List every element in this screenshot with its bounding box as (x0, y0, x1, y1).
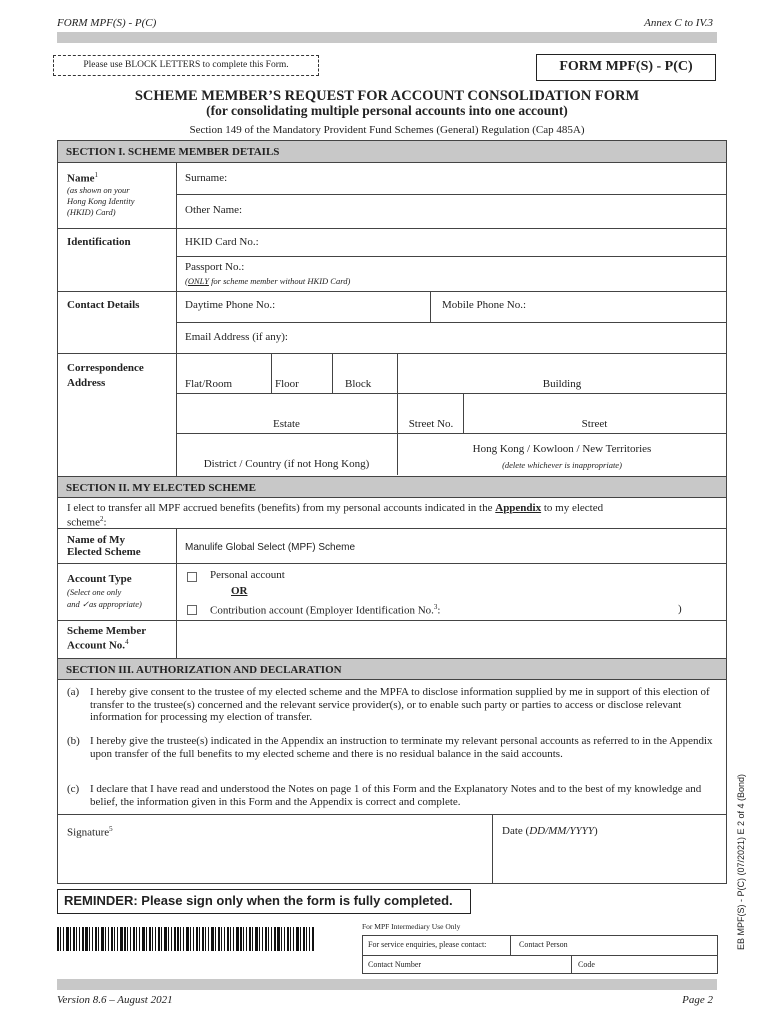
contact-person-field[interactable]: Contact Person (519, 940, 568, 949)
section1-heading: SECTION I. SCHEME MEMBER DETAILS (58, 141, 726, 163)
member-account-label-2: Account No.$^4$ (67, 638, 129, 652)
name-note-3: (HKID) Card) (67, 207, 116, 217)
street-field[interactable]: Street (581, 418, 608, 430)
street-no-field[interactable]: Street No. (408, 418, 454, 430)
date-field[interactable]: Date (DD/MM/YYYY) (502, 825, 598, 837)
other-name-field[interactable]: Other Name: (185, 204, 243, 216)
flat-room-field[interactable]: Flat/Room (185, 378, 233, 390)
account-type-note-2: and ✓as appropriate) (67, 599, 142, 609)
or-label: OR (231, 585, 248, 597)
enquiries-label: For service enquiries, please contact: (368, 940, 487, 949)
reminder-box: REMINDER: Please sign only when the form is fully completed. (57, 889, 471, 914)
contact-number-field[interactable]: Contact Number (368, 960, 422, 969)
account-type-note-1: (Select one only (67, 587, 122, 597)
member-account-input[interactable] (177, 621, 726, 657)
name-note-1: (as shown on your (67, 185, 130, 195)
code-field[interactable]: Code (578, 960, 595, 969)
personal-account-checkbox[interactable] (187, 572, 197, 582)
email-field[interactable]: Email Address (if any): (185, 331, 288, 343)
scheme-name-value[interactable]: Manulife Global Select (MPF) Scheme (185, 542, 356, 553)
top-divider-bar (57, 32, 717, 43)
mobile-phone-field[interactable]: Mobile Phone No.: (442, 299, 527, 311)
contribution-account-label: Contribution account (Employer Identification No.$^3$: (210, 603, 441, 617)
form-code-box: FORM MPF(S) - P(C) (536, 54, 716, 81)
section3-heading: SECTION III. AUTHORIZATION AND DECLARATION (58, 658, 726, 680)
scheme-name-label-1: Name of My (67, 534, 126, 546)
regulation-reference: Section 149 of the Mandatory Provident Fund Schemes (General) Regulation (Cap 485A) (189, 124, 585, 136)
declaration-c: (c) I declare that I have read and understood the Notes on page 1 of this Form and the Explanatory Notes and to the best of my knowledge and belief, the information given in this Form and the Appendix is correct and complete. (67, 783, 702, 808)
correspondence-label-1: Correspondence (67, 362, 144, 374)
name-label: Name$^1$ (67, 171, 98, 185)
header-form-code: FORM MPF(S) - P(C) (57, 17, 157, 29)
passport-field[interactable]: Passport No.: (185, 261, 245, 273)
election-intro-line2: scheme$^2$: (67, 515, 107, 529)
region-field[interactable]: Hong Kong / Kowloon / New Territories (472, 443, 652, 455)
bottom-divider-bar (57, 979, 717, 990)
election-intro-line1: I elect to transfer all MPF accrued benefits (benefits) from my personal accounts indicated in the Appendix to my elected (67, 502, 604, 514)
building-field[interactable]: Building (542, 378, 582, 390)
declaration-b: (b) I hereby give the trustee(s) indicated in the Appendix an instruction to terminate my relevant personal accounts as referred to in the Appendix upon transfer of the full benefits to my elected scheme and there is no residual balance in the said accounts. (67, 735, 713, 760)
block-letters-note: Please use BLOCK LETTERS to complete this Form. (53, 55, 319, 76)
declaration-a: (a) I hereby give consent to the trustee of my elected scheme and the MPFA to disclose information supplied by me in support of this election of transfer to the trustee(s) concerned and the relevant service provider(s), or to enable such party or parties to access or disclose relevant information for processing my election of transfer. (67, 686, 710, 723)
contribution-account-checkbox[interactable] (187, 605, 197, 615)
identification-label: Identification (67, 236, 131, 248)
scheme-name-label-2: Elected Scheme (67, 546, 141, 558)
name-note-2: Hong Kong Identity (67, 196, 135, 206)
footer-version: Version 8.6 – August 2021 (57, 994, 173, 1006)
surname-field[interactable]: Surname: (185, 172, 228, 184)
barcode (57, 927, 329, 951)
personal-account-label: Personal account (210, 569, 285, 581)
contact-details-label: Contact Details (67, 299, 140, 311)
account-type-label: Account Type (67, 573, 132, 585)
hkid-field[interactable]: HKID Card No.: (185, 236, 259, 248)
signature-field[interactable]: Signature$^5$ (67, 825, 113, 839)
estate-field[interactable]: Estate (273, 418, 300, 430)
vertical-form-code: EB MPF(S) - P(C) (07/2021) E 2 of 4 (Bond) (736, 773, 746, 950)
header-annex: Annex C to IV.3 (644, 17, 713, 29)
employer-id-close: ) (678, 603, 682, 615)
region-note: (delete whichever is inappropriate) (502, 460, 622, 470)
form-subtitle: (for consolidating multiple personal accounts into one account) (206, 103, 568, 118)
district-country-field[interactable]: District / Country (if not Hong Kong) (203, 458, 370, 470)
footer-page: Page 2 (682, 994, 713, 1006)
correspondence-label-2: Address (67, 377, 106, 389)
block-field[interactable]: Block (345, 378, 372, 390)
floor-field[interactable]: Floor (275, 378, 299, 390)
form-frame (57, 140, 727, 884)
member-account-label-1: Scheme Member (67, 625, 147, 637)
daytime-phone-field[interactable]: Daytime Phone No.: (185, 299, 276, 311)
intermediary-title: For MPF Intermediary Use Only (362, 922, 461, 931)
intermediary-table (362, 935, 718, 974)
section2-heading: SECTION II. MY ELECTED SCHEME (58, 476, 726, 498)
form-title: SCHEME MEMBER’S REQUEST FOR ACCOUNT CONSOLIDATION FORM (134, 88, 640, 104)
passport-note: (ONLY for scheme member without HKID Card) (185, 276, 351, 286)
